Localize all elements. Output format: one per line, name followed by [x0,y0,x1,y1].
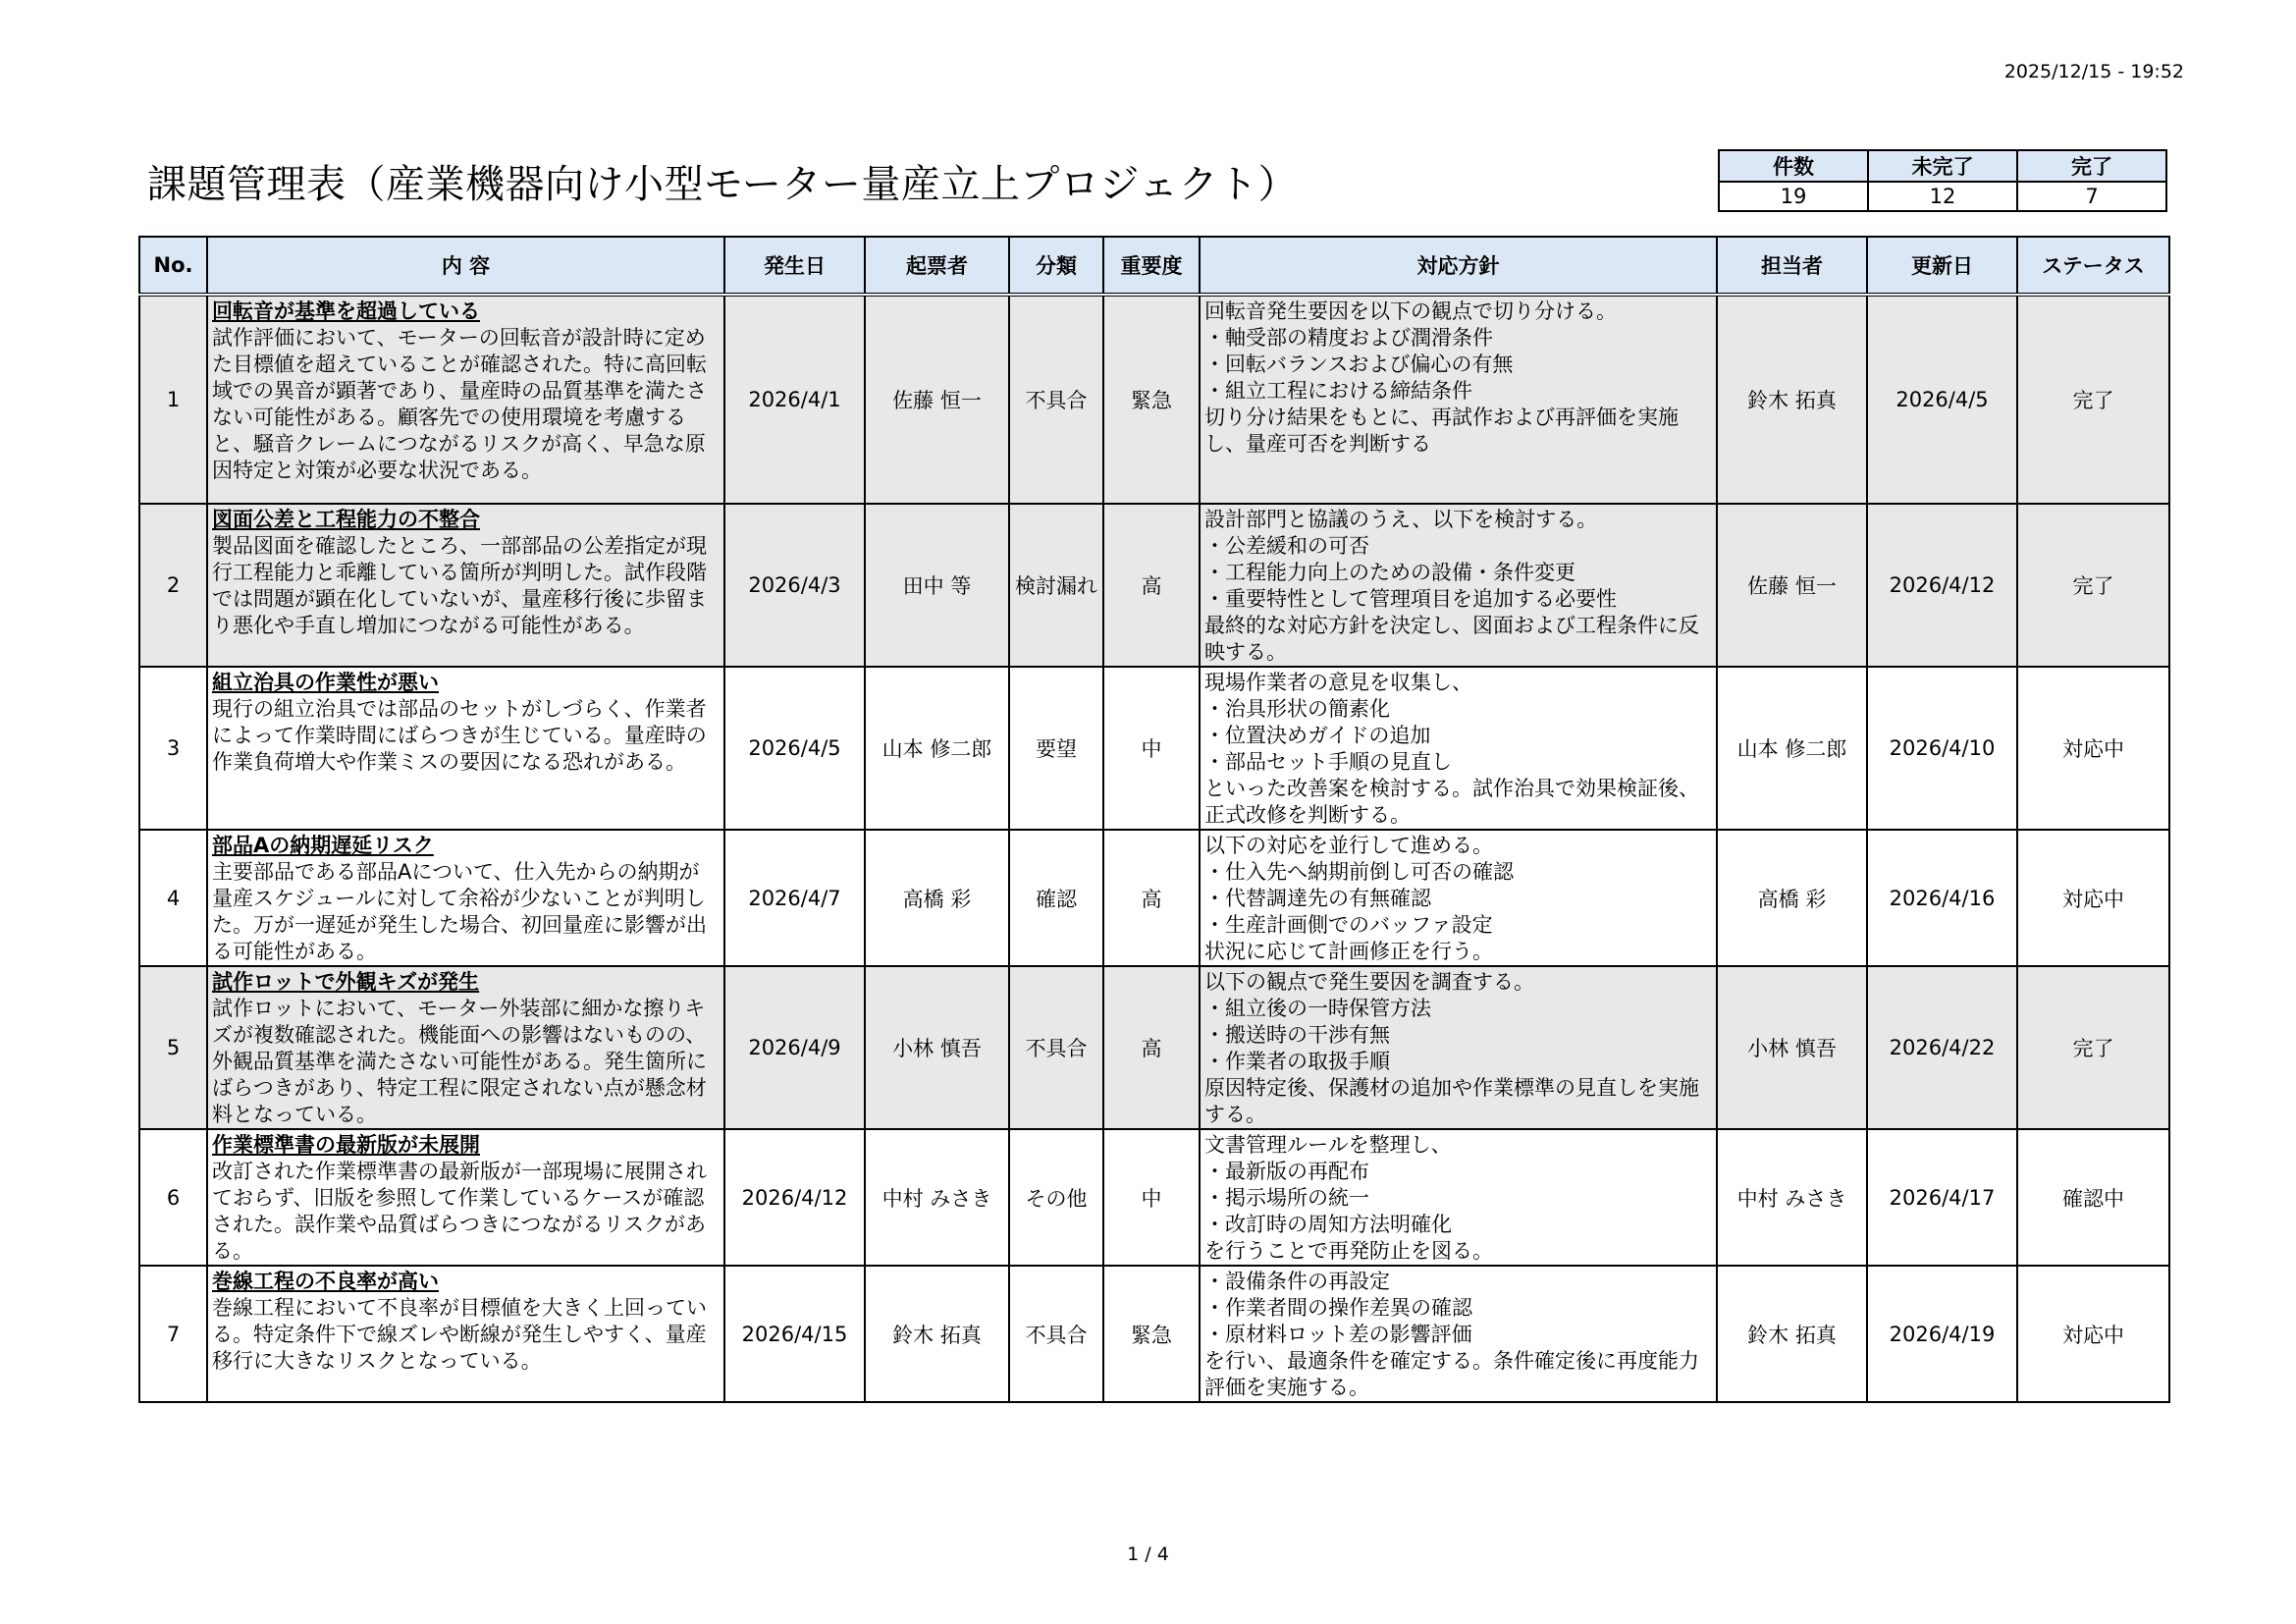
row-plan [1200,295,1717,504]
row-status: 完了 [2017,966,2169,1129]
table-row [139,1129,2169,1266]
row-date: 2026/4/3 [724,504,865,667]
plan-line: 最終的な対応方針を決定し、図面および工程条件に反映する。 [1204,614,1699,664]
plan-line: ・搬送時の干渉有無 [1204,1023,1390,1047]
row-no: 7 [139,1266,207,1402]
row-category: その他 [1009,1129,1103,1266]
row-plan [1200,1129,1717,1266]
plan-line: ・公差緩和の可否 [1204,534,1369,558]
header-content: 内 容 [207,237,724,295]
issue-description: 現行の組立治具では部品のセットがしづらく、作業者によって作業時間にばらつきが生じている。量産時の作業負荷増大や作業ミスの要因になる恐れがある。 [212,697,707,774]
row-priority: 中 [1103,667,1200,830]
header-owner: 担当者 [1717,237,1867,295]
issue-description: 試作ロットにおいて、モーター外装部に細かな擦りキズが複数確認された。機能面への影響はないものの、外観品質基準を満たさない可能性がある。発生箇所にばらつきがあり、特定工程に限定されない点が懸念材料となっている。 [212,997,707,1126]
plan-line: を行うことで再発防止を図る。 [1204,1239,1493,1263]
row-updated: 2026/4/22 [1867,966,2017,1129]
row-no: 5 [139,966,207,1129]
row-status: 対応中 [2017,1266,2169,1402]
plan-line: ・原材料ロット差の影響評価 [1204,1323,1472,1346]
plan-line: 以下の観点で発生要因を調査する。 [1204,970,1534,994]
row-reporter: 鈴木 拓真 [865,1266,1009,1402]
row-updated: 2026/4/10 [1867,667,2017,830]
issue-subject: 部品Aの納期遅延リスク [212,834,434,857]
row-category: 確認 [1009,830,1103,966]
summary-header-total: 件数 [1719,150,1868,182]
plan-line: 回転音発生要因を以下の観点で切り分ける。 [1204,299,1617,323]
row-priority: 高 [1103,966,1200,1129]
row-date: 2026/4/7 [724,830,865,966]
row-owner: 山本 修二郎 [1717,667,1867,830]
header-reporter: 起票者 [865,237,1009,295]
plan-line: 以下の対応を並行して進める。 [1204,834,1493,857]
plan-line: ・仕入先へ納期前倒し可否の確認 [1204,860,1514,884]
issue-subject: 巻線工程の不良率が高い [212,1270,439,1293]
row-status: 完了 [2017,504,2169,667]
row-reporter: 高橋 彩 [865,830,1009,966]
row-date: 2026/4/15 [724,1266,865,1402]
row-status: 確認中 [2017,1129,2169,1266]
row-updated: 2026/4/12 [1867,504,2017,667]
plan-line: といった改善案を検討する。試作治具で効果検証後、正式改修を判断する。 [1204,777,1699,827]
plan-line: ・掲示場所の統一 [1204,1186,1369,1210]
plan-line: ・改訂時の周知方法明確化 [1204,1213,1452,1236]
row-content [207,1266,724,1402]
row-status: 完了 [2017,295,2169,504]
row-reporter: 佐藤 恒一 [865,295,1009,504]
row-content [207,1129,724,1266]
summary-value-total: 19 [1719,182,1868,211]
issue-subject: 試作ロットで外観キズが発生 [212,970,480,994]
plan-line: 文書管理ルールを整理し、 [1204,1133,1452,1157]
row-owner: 鈴木 拓真 [1717,1266,1867,1402]
issue-subject: 回転音が基準を超過している [212,299,480,323]
row-content [207,966,724,1129]
issue-subject: 作業標準書の最新版が未展開 [212,1133,480,1157]
row-owner: 鈴木 拓真 [1717,295,1867,504]
summary-header-open: 未完了 [1868,150,2017,182]
summary-value-open: 12 [1868,182,2017,211]
row-plan [1200,1266,1717,1402]
header-date: 発生日 [724,237,865,295]
row-no: 1 [139,295,207,504]
summary-table [1718,149,2167,212]
plan-line: 現場作業者の意見を収集し、 [1204,671,1472,694]
header-no: No. [139,237,207,295]
print-timestamp: 2025/12/15 - 19:52 [2003,61,2184,82]
row-owner: 小林 慎吾 [1717,966,1867,1129]
plan-line: ・生産計画側でのバッファ設定 [1204,913,1493,937]
plan-line: ・設備条件の再設定 [1204,1270,1390,1293]
row-date: 2026/4/9 [724,966,865,1129]
issue-description: 製品図面を確認したところ、一部部品の公差指定が現行工程能力と乖離している箇所が判明した。試作段階では問題が顕在化していないが、量産移行後に歩留まり悪化や手直し増加につながる可能性がある。 [212,534,707,637]
summary-value-done: 7 [2017,182,2166,211]
table-row [139,966,2169,1129]
row-date: 2026/4/12 [724,1129,865,1266]
row-content [207,667,724,830]
row-updated: 2026/4/5 [1867,295,2017,504]
row-no: 2 [139,504,207,667]
row-priority: 高 [1103,504,1200,667]
table-row [139,1266,2169,1402]
issue-table [138,236,2170,1403]
header-category: 分類 [1009,237,1103,295]
plan-line: ・回転バランスおよび偏心の有無 [1204,352,1514,376]
row-reporter: 山本 修二郎 [865,667,1009,830]
row-plan [1200,830,1717,966]
issue-description: 巻線工程において不良率が目標値を大きく上回っている。特定条件下で線ズレや断線が発生しやすく、量産移行に大きなリスクとなっている。 [212,1296,707,1373]
row-status: 対応中 [2017,830,2169,966]
row-content [207,830,724,966]
row-date: 2026/4/5 [724,667,865,830]
plan-line: ・重要特性として管理項目を追加する必要性 [1204,587,1617,611]
row-reporter: 中村 みさき [865,1129,1009,1266]
row-category: 検討漏れ [1009,504,1103,667]
issue-description: 試作評価において、モーターの回転音が設計時に定めた目標値を超えていることが確認された。特に高回転域での異音が顕著であり、量産時の品質基準を満たさない可能性がある。顧客先での使用環境を考慮すると、騒音クレームにつながるリスクが高く、早急な原因特定と対策が必要な状況である。 [212,326,707,482]
row-updated: 2026/4/19 [1867,1266,2017,1402]
plan-line: ・部品セット手順の見直し [1204,750,1452,774]
plan-line: ・代替調達先の有無確認 [1204,887,1431,910]
row-category: 不具合 [1009,295,1103,504]
plan-line: ・組立工程における締結条件 [1204,379,1472,403]
plan-line: ・治具形状の簡素化 [1204,697,1390,721]
header-priority: 重要度 [1103,237,1200,295]
plan-line: 状況に応じて計画修正を行う。 [1204,940,1493,963]
row-plan [1200,667,1717,830]
row-no: 6 [139,1129,207,1266]
plan-line: を行い、最適条件を確定する。条件確定後に再度能力評価を実施する。 [1204,1349,1699,1399]
plan-line: ・最新版の再配布 [1204,1160,1369,1183]
row-category: 要望 [1009,667,1103,830]
plan-line: ・工程能力向上のための設備・条件変更 [1204,561,1575,584]
header-plan: 対応方針 [1200,237,1717,295]
row-owner: 高橋 彩 [1717,830,1867,966]
row-priority: 緊急 [1103,1266,1200,1402]
row-priority: 高 [1103,830,1200,966]
row-priority: 緊急 [1103,295,1200,504]
row-priority: 中 [1103,1129,1200,1266]
table-header-row [139,237,2169,295]
header-status: ステータス [2017,237,2169,295]
header-updated: 更新日 [1867,237,2017,295]
row-reporter: 小林 慎吾 [865,966,1009,1129]
row-category: 不具合 [1009,1266,1103,1402]
row-date: 2026/4/1 [724,295,865,504]
row-updated: 2026/4/16 [1867,830,2017,966]
page-indicator: 1 / 4 [1127,1543,1169,1565]
plan-line: 原因特定後、保護材の追加や作業標準の見直しを実施する。 [1204,1076,1699,1126]
issue-description: 改訂された作業標準書の最新版が一部現場に展開されておらず、旧版を参照して作業しているケースが確認された。誤作業や品質ばらつきにつながるリスクがある。 [212,1160,707,1263]
table-row [139,667,2169,830]
page-title: 課題管理表（産業機器向け小型モーター量産立上プロジェクト） [147,162,1299,207]
plan-line: ・位置決めガイドの追加 [1204,724,1431,747]
plan-line: 設計部門と協議のうえ、以下を検討する。 [1204,508,1598,531]
row-reporter: 田中 等 [865,504,1009,667]
table-row [139,504,2169,667]
row-status: 対応中 [2017,667,2169,830]
row-category: 不具合 [1009,966,1103,1129]
summary-header-done: 完了 [2017,150,2166,182]
row-no: 4 [139,830,207,966]
row-owner: 中村 みさき [1717,1129,1867,1266]
row-content [207,295,724,504]
issue-description: 主要部品である部品Aについて、仕入先からの納期が量産スケジュールに対して余裕が少ないことが判明した。万が一遅延が発生した場合、初回量産に影響が出る可能性がある。 [212,860,707,963]
row-plan [1200,504,1717,667]
plan-line: ・軸受部の精度および潤滑条件 [1204,326,1493,350]
row-owner: 佐藤 恒一 [1717,504,1867,667]
plan-line: ・組立後の一時保管方法 [1204,997,1431,1020]
table-row [139,830,2169,966]
row-plan [1200,966,1717,1129]
row-updated: 2026/4/17 [1867,1129,2017,1266]
row-content [207,504,724,667]
issue-subject: 組立治具の作業性が悪い [212,671,439,694]
row-no: 3 [139,667,207,830]
plan-line: ・作業者の取扱手順 [1204,1050,1390,1073]
plan-line: 切り分け結果をもとに、再試作および再評価を実施し、量産可否を判断する [1204,406,1679,456]
issue-subject: 図面公差と工程能力の不整合 [212,508,480,531]
plan-line: ・作業者間の操作差異の確認 [1204,1296,1472,1320]
table-row [139,295,2169,504]
